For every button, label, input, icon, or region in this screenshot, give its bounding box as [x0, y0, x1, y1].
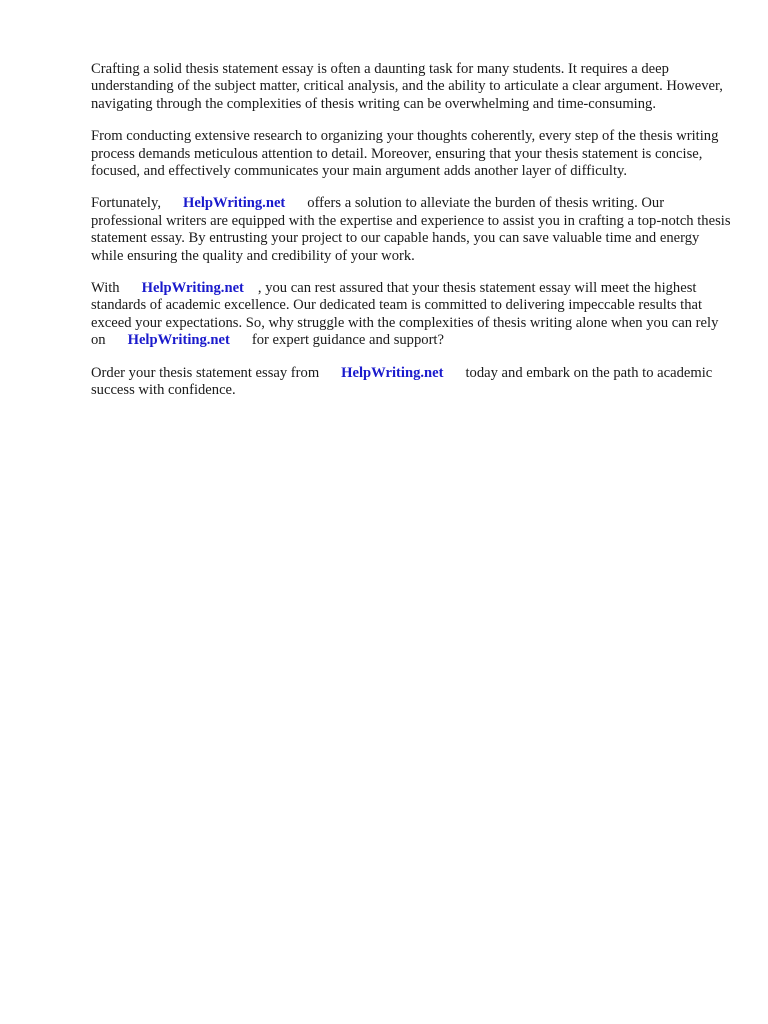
paragraph-text-middle: , you can rest assured that your thesis statement essay will meet the highest standards of academic excellence. Our dedicated team is committed to delivering impeccable results that exceed your expectations. So, why struggle with the complexities of thesis writing alone when you can rely on — [91, 280, 719, 349]
document-body — [91, 61, 731, 415]
paragraph-text-before: Fortunately, — [91, 195, 161, 212]
paragraph-assurance — [91, 280, 731, 350]
paragraph-text-after: for expert guidance and support? — [251, 332, 444, 349]
paragraph-text: From conducting extensive research to organizing your thoughts coherently, every step of the thesis writing process demands meticulous attention to detail. Moreover, ensuring that your thesis statement is concise, focused, and effectively communicates your main argument adds another layer of difficulty. — [91, 128, 719, 180]
paragraph-text: Crafting a solid thesis statement essay is often a daunting task for many students. It requires a deep understanding of the subject matter, critical analysis, and the ability to articulate a clear argument. However, navigating through the complexities of thesis writing can be overwhelming and time-consuming. — [91, 61, 723, 112]
helpwriting-link[interactable]: HelpWriting.net — [182, 195, 286, 212]
helpwriting-link[interactable]: HelpWriting.net — [341, 364, 444, 381]
paragraph-text-after: today and embark on the path to academic success with confidence. — [91, 364, 713, 399]
paragraph-solution — [91, 195, 731, 265]
helpwriting-link[interactable]: HelpWriting.net — [127, 332, 230, 349]
paragraph-text-before: With — [91, 280, 120, 297]
paragraph-process — [91, 128, 731, 180]
helpwriting-link[interactable]: HelpWriting.net — [141, 280, 244, 297]
paragraph-text-after: offers a solution to alleviate the burden of thesis writing. Our professional writers are equipped with the expertise and experience to assist you in crafting a top-notch thesis statement essay. By entrusting your project to our capable hands, you can save valuable time and energy while ensuring the quality and credibility of your work. — [91, 195, 731, 264]
paragraph-order — [91, 365, 731, 400]
paragraph-intro — [91, 61, 731, 113]
paragraph-text-before: Order your thesis statement essay from — [91, 364, 320, 381]
